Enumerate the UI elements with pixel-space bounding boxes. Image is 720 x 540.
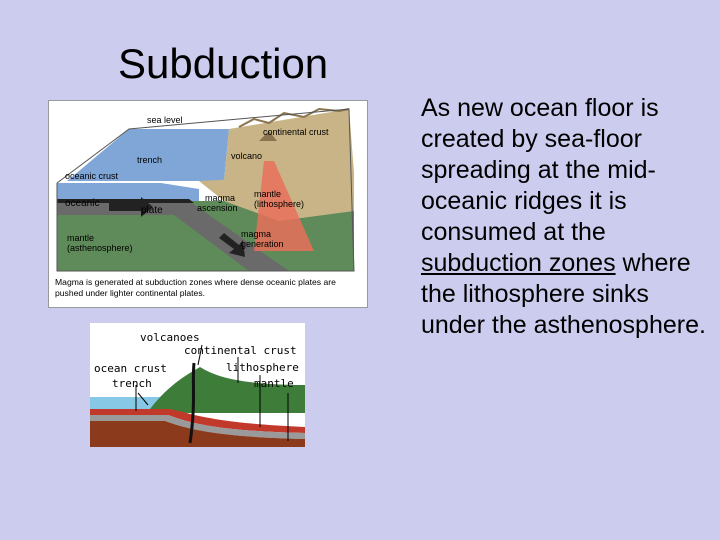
volcano-label: volcano — [231, 151, 263, 161]
subduction-block-diagram — [48, 100, 368, 308]
paragraph-text-start: As new ocean floor is created by sea-floor spreading at the mid-oceanic ridges it is consumed at the — [421, 94, 659, 246]
continental-crust-label-2: continental crust — [184, 344, 297, 357]
volcanoes-label: volcanoes — [140, 331, 200, 344]
block-diagram-drawing — [49, 101, 369, 277]
slide-title: Subduction — [118, 40, 329, 87]
mantle-lower-label: mantle — [67, 233, 95, 243]
trench-label: trench — [137, 155, 163, 165]
mantle-label-2: mantle — [254, 377, 294, 390]
ascension-label: ascension — [197, 203, 238, 213]
magma-generation-label-2: generation — [241, 239, 284, 249]
asthenosphere-paren-label: (asthenosphere) — [67, 243, 133, 253]
sea-level-label: sea level — [147, 115, 183, 125]
lithosphere-paren-label: (lithosphere) — [254, 199, 305, 209]
trench-label-2: trench — [112, 377, 152, 390]
plate-label: plate — [141, 205, 163, 216]
subduction-zones-link[interactable]: subduction zones — [421, 249, 616, 277]
ocean-crust-label: ocean crust — [94, 362, 167, 375]
subduction-cross-section — [90, 323, 305, 447]
cross-section-drawing — [90, 323, 305, 447]
lithosphere-label: lithosphere — [226, 361, 299, 374]
figure1-caption: Magma is generated at subduction zones where dense oceanic plates are pushed under lighter continental plates. — [55, 277, 336, 298]
water — [90, 397, 160, 409]
magma-generation-label-1: magma — [241, 229, 272, 239]
body-paragraph — [421, 93, 711, 341]
mantle-upper-label: mantle — [254, 189, 282, 199]
magma-label: magma — [205, 193, 236, 203]
paragraph-text-end: where the lithosphere sinks under the asthenosphere. — [421, 249, 706, 339]
oceanic-crust-label: oceanic crust — [65, 171, 119, 181]
oceanic-label: oceanic — [65, 198, 100, 209]
continental-crust-label: continental crust — [263, 127, 329, 137]
